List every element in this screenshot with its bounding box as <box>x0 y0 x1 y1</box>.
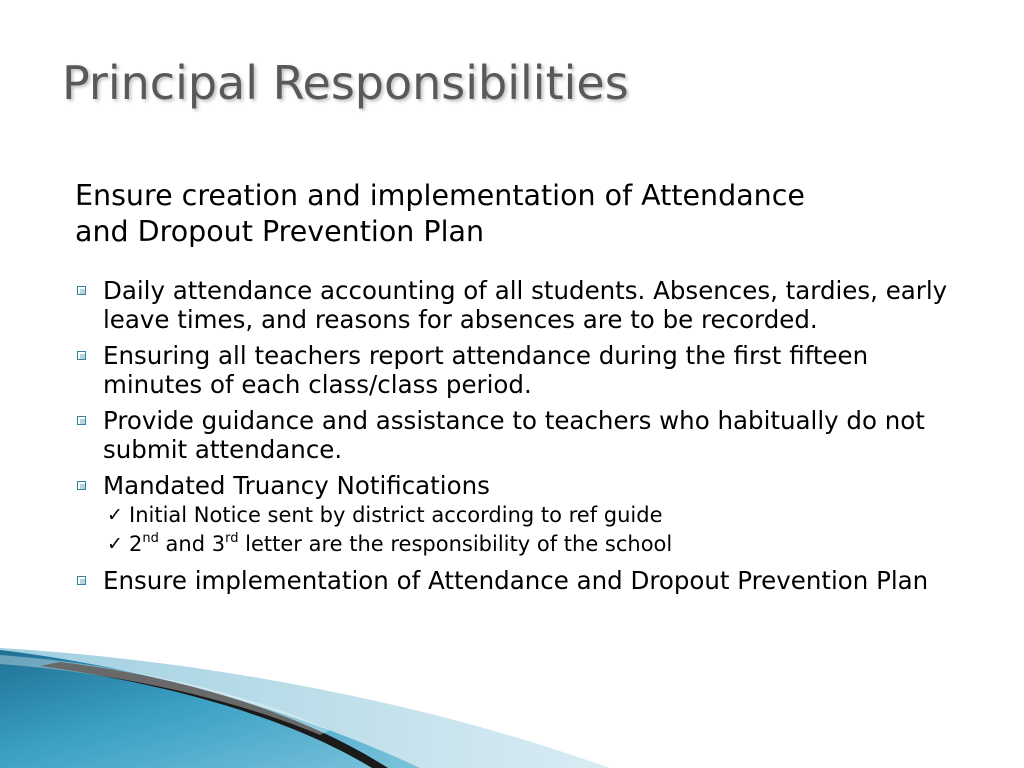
sub-bullet-text: and <box>158 532 212 556</box>
ordinal-suffix: rd <box>225 531 239 546</box>
bullet-text: Daily attendance accounting of all students. Absences, tardies, early leave times, and reasons for absences are to be recorded. <box>103 276 948 334</box>
slide-title: Principal Responsibilities <box>62 56 629 110</box>
checkmark-icon: ✓ <box>107 504 123 526</box>
sub-bullet-text: letter are the responsibility of the school <box>238 532 673 556</box>
checkmark-icon: ✓ <box>107 533 123 555</box>
ordinal-number: 2 <box>129 532 143 556</box>
bullet-text: Mandated Truancy Notifications <box>103 471 490 500</box>
sub-bullet-text: Initial Notice sent by district according to ref guide <box>129 503 663 527</box>
lead-statement: Ensure creation and implementation of Attendance and Dropout Prevention Plan <box>75 179 805 248</box>
bullet-text: Ensuring all teachers report attendance during the first fifteen minutes of each class/class period. <box>103 341 869 399</box>
bullet-text: Ensure implementation of Attendance and Dropout Prevention Plan <box>103 566 929 595</box>
ordinal-suffix: nd <box>142 531 159 546</box>
bullet-text: Provide guidance and assistance to teachers who habitually do not submit attendance. <box>103 406 925 464</box>
ordinal-number: 3 <box>211 532 226 556</box>
